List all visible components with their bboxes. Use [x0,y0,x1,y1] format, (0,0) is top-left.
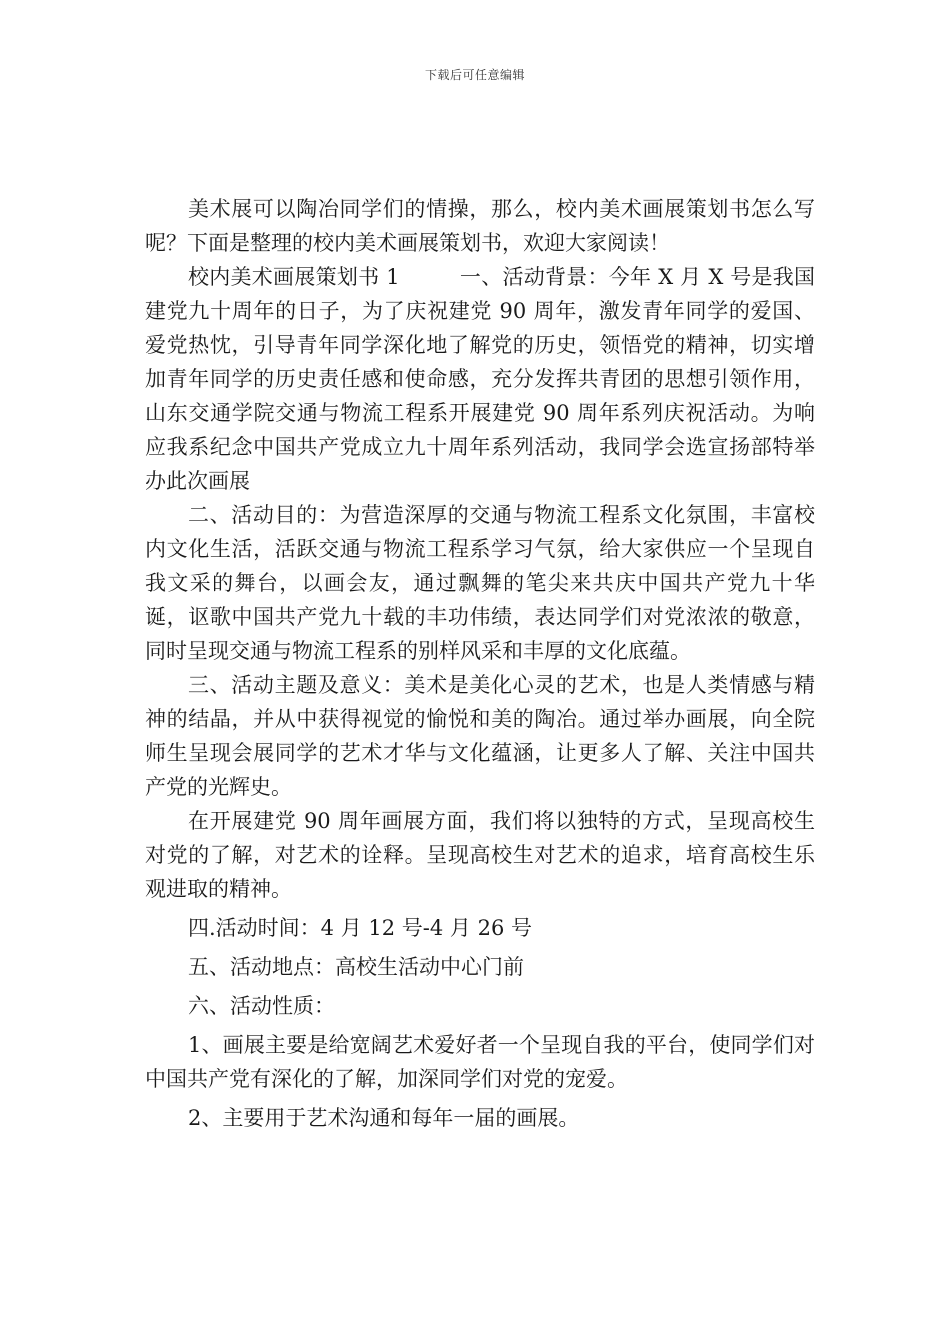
background-paragraph [145,260,815,498]
purpose-paragraph: 二、活动目的：为营造深厚的交通与物流工程系文化氛围，丰富校内文化生活，活跃交通与物流工程系学习气氛，给大家供应一个呈现自我文采的舞台，以画会友，通过飘舞的笔尖来共庆中国共产党九十华诞，讴歌中国共产党九十载的丰功伟绩，表达同学们对党浓浓的敬意，同时呈现交通与物流工程系的别样风采和丰厚的文化底蕴。 [145,503,815,663]
location-paragraph: 五、活动地点：高校生活动中心门前 [188,955,524,979]
intro-paragraph: 美术展可以陶冶同学们的情操，那么，校内美术画展策划书怎么写呢？下面是整理的校内美术画展策划书，欢迎大家阅读！ [145,197,815,255]
document-body [145,192,815,1140]
time-paragraph: 四.活动时间：4 月 12 号-4 月 26 号 [188,916,532,940]
background-text: 一、活动背景：今年 X 月 X 号是我国建党九十周年的日子，为了庆祝建党 90 周年，激发青年同学的爱国、爱党热忱，引导青年同学深化地了解党的历史，领悟党的精神，切实增加青年同学的历史责任感和使命感，充分发挥共青团的思想引领作用，山东交通学院交通与物流工程系开展建党 90 周年系列庆祝活动。为响应我系纪念中国共产党成立九十周年系列活动，我同学会选宣扬部特举办此次画展 [145,265,815,493]
approach-paragraph: 在开展建党 90 周年画展方面，我们将以独特的方式，呈现高校生对党的了解，对艺术的诠释。呈现高校生对艺术的追求，培育高校生乐观进取的精神。 [145,809,815,901]
nature-heading: 六、活动性质： [188,994,335,1018]
plan-title: 校内美术画展策划书 1 [188,265,400,289]
nature-item-2: 2、主要用于艺术沟通和每年一届的画展。 [188,1106,580,1130]
theme-paragraph: 三、活动主题及意义：美术是美化心灵的艺术，也是人类情感与精神的结晶，并从中获得视觉的愉悦和美的陶冶。通过举办画展，向全院师生呈现会展同学的艺术才华与文化蕴涵，让更多人了解、关注中国共产党的光辉史。 [145,673,815,799]
nature-item-1: 1、画展主要是给宽阔艺术爱好者一个呈现自我的平台，使同学们对中国共产党有深化的了解，加深同学们对党的宠爱。 [145,1033,815,1091]
page-header-note: 下载后可任意编辑 [424,68,525,82]
